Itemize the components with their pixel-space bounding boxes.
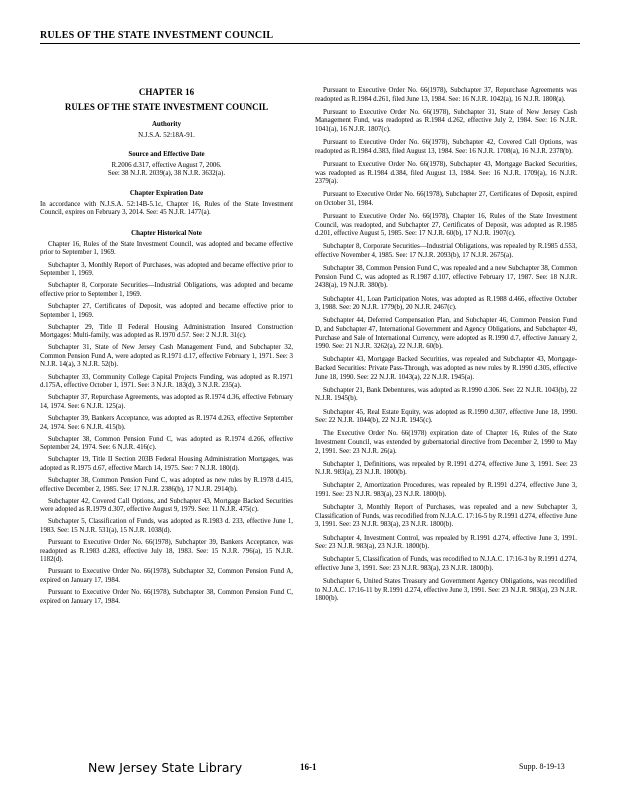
history-paragraph: Subchapter 19, Title II Section 203B Federal Housing Administration Mortgages, was adopted as R.1975 d.67, effective March 14, 1975. See: 7 N.J.R. 180(d). xyxy=(40,456,293,472)
running-header: RULES OF THE STATE INVESTMENT COUNCIL xyxy=(40,30,580,44)
history-paragraph: Subchapter 4, Investment Control, was repealed by R.1991 d.274, effective June 3, 1991. See: 23 N.J.R. 983(a), 23 N.J.R. 1800(b). xyxy=(315,534,577,551)
history-paragraph: Pursuant to Executive Order No. 66(1978), Chapter 16, Rules of the State Investment Council, was readopted, and Subchapter 27, Certificates of Deposit, was adopted as R.1985 d.201, effective August 5, 1985. See: 17 N.J.R. 60(b), 17 N.J.R. 1907(c). xyxy=(315,213,577,238)
right-column xyxy=(315,87,577,609)
history-paragraph: Subchapter 41, Loan Participation Notes, was adopted as R.1988 d.466, effective October 3, 1988. See: 20 N.J.R. 1779(b), 20 N.J.R. 2467(c). xyxy=(315,295,577,312)
history-paragraph: Chapter 16, Rules of the State Investment Council, was adopted and became effective prior to September 1, 1969. xyxy=(40,240,293,257)
expiration-heading: Chapter Expiration Date xyxy=(129,189,204,197)
history-paragraph: Pursuant to Executive Order No. 66(1978), Subchapter 39, Bankers Acceptance, was readopted as R.1983 d.283, effective July 18, 1983. See: 15 N.J.R. 796(a), 15 N.J.R. 1182(d). xyxy=(40,539,293,564)
supplement-date: Supp. 8-19-13 xyxy=(519,762,565,771)
history-paragraph: Subchapter 5, Classification of Funds, was adopted as R.1983 d. 233, effective June 1, 1983. See: 15 N.J.R. 531(a), 15 N.J.R. 1038(d). xyxy=(40,518,293,534)
source-line-2: See: 38 N.J.R. 2039(a), 38 N.J.R. 3632(a). xyxy=(107,170,226,178)
history-paragraph: Subchapter 3, Monthly Report of Purchases, was adopted and became effective prior to September 1, 1969. xyxy=(40,261,293,278)
history-paragraph: Pursuant to Executive Order No. 66(1978), Subchapter 37, Repurchase Agreements was readopted as R.1984 d.261, filed June 13, 1984. See: 16 N.J.R. 1042(a), 16 N.J.R. 1808(a). xyxy=(315,87,577,103)
history-paragraph: Subchapter 1, Definitions, was repealed by R.1991 d.274, effective June 3, 1991. See: 23 N.J.R. 983(a), 23 N.J.R. 1800(b). xyxy=(315,460,577,477)
authority-heading: Authority xyxy=(151,121,182,128)
history-paragraph: Subchapter 45, Real Estate Equity, was adopted as R.1990 d.307, effective June 18, 1990. See: 22 N.J.R. 1044(b), 22 N.J.R. 1945(c). xyxy=(315,408,577,425)
history-paragraph: Pursuant to Executive Order No. 66(1978), Subchapter 31, State of New Jersey Cash Management Fund, was readopted as R.1984 d.262, effective July 2, 1984. See: 16 N.J.R. 1041(a), 16 N.J.R. 1807(c). xyxy=(315,108,577,133)
source-line-1: R.2006 d.317, effective August 7, 2006. xyxy=(111,161,222,169)
history-paragraph: Subchapter 31, State of New Jersey Cash Management Fund, and Subchapter 32, Common Pension Fund A, were adopted as R.1971 d.17, effective February 1, 1971. See: 3 N.J.R. 14(a), 3 N.J.R. 52(b). xyxy=(40,344,293,369)
history-paragraph: The Executive Order No. 66(1978) expiration date of Chapter 16, Rules of the State Investment Council, was extended by gubernatorial directive from December 2, 1990 to May 2, 1991. See: 23 N.J.R. 26(a). xyxy=(315,430,577,455)
history-paragraph: Subchapter 6, United States Treasury and Government Agency Obligations, was recodified to N.J.A.C. 17:16-11 by R.1991 d.274, effective June 3, 1991. See: 23 N.J.R. 983(a), 23 N.J.R. 1800(b). xyxy=(315,578,577,603)
history-heading: Chapter Historical Note xyxy=(131,230,202,238)
history-paragraph: Pursuant to Executive Order No. 66(1978), Subchapter 42, Covered Call Options, was readopted as R.1984 d.383, filed August 13, 1984. See: 16 N.J.R. 1708(a), 16 N.J.R. 2378(b). xyxy=(315,139,577,155)
history-paragraph: Pursuant to Executive Order No. 66(1978), Subchapter 27, Certificates of Deposit, expired on October 31, 1984. xyxy=(315,191,577,207)
history-paragraph: Subchapter 42, Covered Call Options, and Subchapter 43, Mortgage Backed Securities were adopted as R.1979 d.307, effective August 9, 1979. See: 11 N.J.R. 475(c). xyxy=(40,497,293,514)
history-paragraph: Subchapter 21, Bank Debentures, was adopted as R.1990 d.306. See: 22 N.J.R. 1043(b), 22 N.J.R. 1945(b). xyxy=(315,386,577,403)
chapter-title: RULES OF THE STATE INVESTMENT COUNCIL xyxy=(64,102,269,112)
history-paragraph: Subchapter 8, Corporate Securities—Industrial Obligations, was repealed by R.1985 d.553, effective November 4, 1985. See: 17 N.J.R. 2093(b), 17 N.J.R. 2675(a). xyxy=(315,243,577,260)
history-paragraph: Subchapter 29, Title II Federal Housing Administration Insured Construction Mortgages: Multi-family, was adopted as R.1970 d.57. See: 2 N.J.R. 31(c). xyxy=(40,323,293,340)
history-paragraph: Pursuant to Executive Order No. 66(1978), Subchapter 43, Mortgage Backed Securities, was readopted as R.1984 d.384, filed August 13, 1984. See: 16 N.J.R. 1709(a), 16 N.J.R. 2379(a). xyxy=(315,160,577,186)
history-paragraph: Subchapter 38, Common Pension Fund C, was adopted as new rules by R.1978 d.415, effective December 2, 1985. See: 17 N.J.R. 2386(b), 17 N.J.R. 2914(b). xyxy=(40,477,293,493)
history-paragraph: Subchapter 33, Community College Capital Projects Funding, was adopted as R.1971 d.175A, effective October 1, 1971. See: 3 N.J.R. 183(d), 3 N.J.R. 235(a). xyxy=(40,373,293,390)
page-number: 16-1 xyxy=(300,762,317,772)
history-paragraph: Subchapter 43, Mortgage Backed Securities, was repealed and Subchapter 43, Mortgage-Backed Securities: Private Pass-Through, was adopted as new rules by R.1990 d.305, effective June 18, 1990. See: 22 N.J.R. 1043(a), 22 N.J.R. 1945(a). xyxy=(315,356,577,381)
history-paragraph: Pursuant to Executive Order No. 66(1978), Subchapter 32, Common Pension Fund A, expired on January 17, 1984. xyxy=(40,568,293,584)
expiration-text: In accordance with N.J.S.A. 52:14B-5.1c, Chapter 16, Rules of the State Investment Council, expires on February 3, 2014. See: 45 N.J.R. 1477(a). xyxy=(40,200,293,217)
history-paragraph: Subchapter 5, Classification of Funds, was recodified to N.J.A.C. 17:16-3 by R.1991 d.274, effective June 3, 1991. See: 23 N.J.R. 983(a), 23 N.J.R. 1800(b). xyxy=(315,556,577,572)
history-paragraph: Subchapter 27, Certificates of Deposit, was adopted and became effective prior to September 1, 1969. xyxy=(40,302,293,319)
history-paragraph: Subchapter 3, Monthly Report of Purchases, was repealed and a new Subchapter 3, Classification of Funds, was recodified from N.J.A.C. 17:16-5 by R.1991 d.274, effective June 3, 1991. See: 23 N.J.R. 983(a), 23 N.J.R. 1800(b). xyxy=(315,504,577,529)
chapter-number: CHAPTER 16 xyxy=(138,87,195,97)
history-paragraph: Subchapter 8, Corporate Securities—Industrial Obligations, was adopted and became effective prior to September 1, 1969. xyxy=(40,282,293,298)
left-column xyxy=(40,87,293,610)
history-paragraph: Pursuant to Executive Order No. 66(1978), Subchapter 38, Common Pension Fund C, expired on January 17, 1984. xyxy=(40,589,293,605)
library-logo: New Jersey State Library xyxy=(88,760,243,775)
history-paragraph: Subchapter 38, Common Pension Fund C, was repealed and a new Subchapter 38, Common Pension Fund C, was adopted as R.1987 d.107, effective February 17, 1987. See: 18 N.J.R. 2438(a), 19 N.J.R. 380(b). xyxy=(315,265,577,290)
history-paragraph: Subchapter 38, Common Pension Fund C, was adopted as R.1974 d.266, effective September 24, 1974. See: 6 N.J.R. 416(c). xyxy=(40,435,293,452)
history-paragraph: Subchapter 37, Repurchase Agreements, was adopted as R.1974 d.36, effective February 14, 1974. See: 6 N.J.R. 125(a). xyxy=(40,394,293,410)
history-paragraph: Subchapter 44, Deferred Compensation Plan, and Subchapter 46, Common Pension Fund D, and Subchapter 47, International Government and Agency Obligations, and Subchapter 49, Purchase and Sale of International Currency, were adopted as R.1990 d.7, effective January 2, 1990. See: 21 N.J.R. 3262(a), 22 N.J.R. 60(b). xyxy=(315,317,577,351)
source-heading: Source and Effective Date xyxy=(128,151,205,159)
authority-text: N.J.S.A. 52:18A-91. xyxy=(138,131,195,139)
history-paragraph: Subchapter 39, Bankers Acceptance, was adopted as R.1974 d.263, effective September 24, 1974. See: 6 N.J.R. 415(b). xyxy=(40,414,293,431)
history-paragraph: Subchapter 2, Amortization Procedures, was repealed by R.1991 d.274, effective June 3, 1991. See: 23 N.J.R. 983(a), 23 N.J.R. 1800(b). xyxy=(315,482,577,499)
